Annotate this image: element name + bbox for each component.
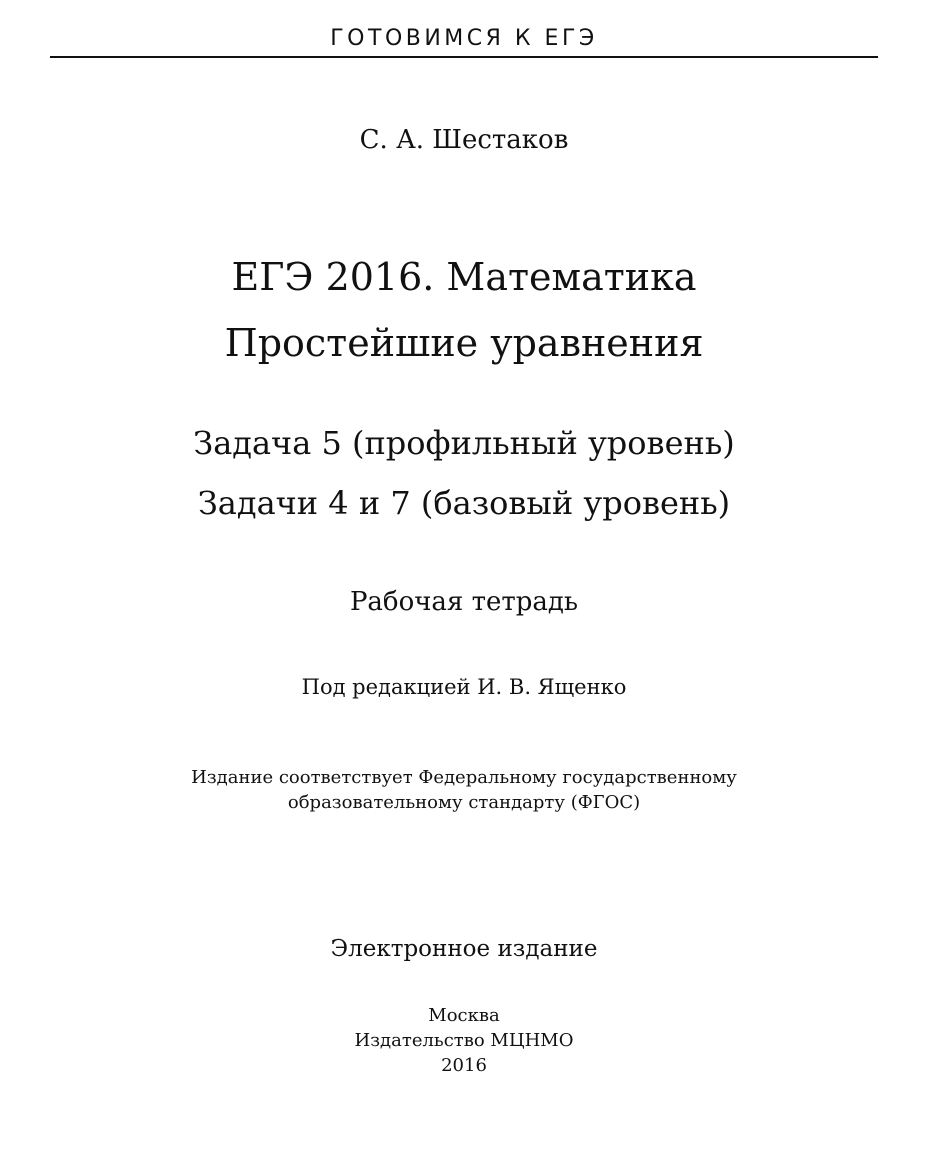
book-subtitle: Простейшие уравнения — [224, 321, 704, 365]
series-title: ГОТОВИМСЯ К ЕГЭ — [330, 26, 598, 51]
imprint-year: 2016 — [441, 1055, 487, 1076]
task-line-profile: Задача 5 (профильный уровень) — [193, 424, 735, 462]
author: С. А. Шестаков — [359, 125, 569, 155]
imprint-city: Москва — [428, 1005, 500, 1026]
standard-note-line-1: Издание соответствует Федеральному государственному — [191, 767, 737, 788]
task-line-basic: Задачи 4 и 7 (базовый уровень) — [197, 484, 731, 522]
header-rule — [50, 56, 878, 58]
editor-credit: Под редакцией И. В. Ященко — [301, 675, 627, 699]
book-type: Рабочая тетрадь — [349, 587, 579, 617]
standard-note-line-2: образовательному стандарту (ФГОС) — [287, 792, 641, 813]
edition-type: Электронное издание — [330, 936, 598, 962]
imprint-publisher: Издательство МЦНМО — [354, 1030, 574, 1051]
book-title: ЕГЭ 2016. Математика — [231, 255, 697, 299]
